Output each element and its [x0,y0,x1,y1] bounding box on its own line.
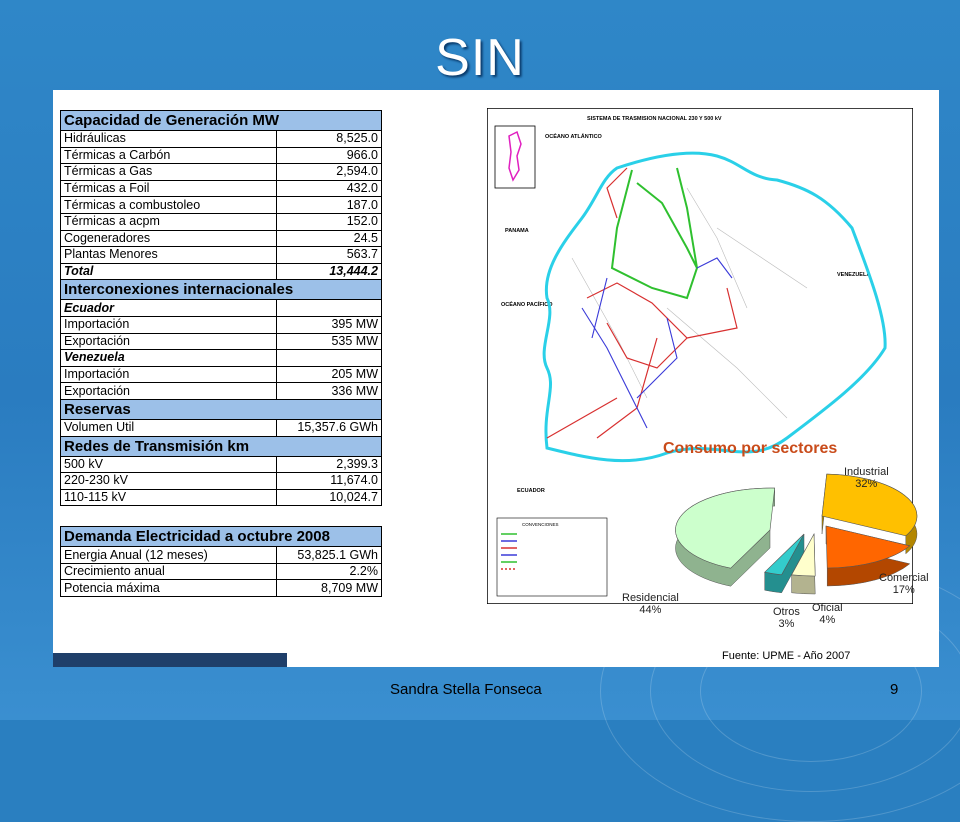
inset-map [495,126,535,188]
table-row: 500 kV 2,399.3 [61,456,382,473]
table-row: Térmicas a Foil 432.0 [61,180,382,197]
table-row: Térmicas a Gas 2,594.0 [61,164,382,181]
table-row: Plantas Menores 563.7 [61,247,382,264]
map-legend [497,518,607,596]
legend-title: CONVENCIONES [522,522,559,527]
decorative-bar [53,653,287,667]
table-row: 110-115 kV 10,024.7 [61,489,382,506]
table-row: Térmicas a acpm 152.0 [61,213,382,230]
demanda-header: Demanda Electricidad a octubre 2008 [61,527,382,547]
capacidad-header: Capacidad de Generación MW [61,111,382,131]
label-oceano-atlantico: OCÉANO ATLÁNTICO [545,134,602,140]
interconexiones-header: Interconexiones internacionales [61,280,382,300]
pie-label-oficial: Oficial 4% [812,602,843,626]
label-ecuador: ECUADOR [517,488,545,494]
label-oceano-pacifico: OCÉANO PACÍFICO [501,302,553,308]
table-row: Energia Anual (12 meses) 53,825.1 GWh [61,547,382,564]
table-row: Hidráulicas 8,525.0 [61,131,382,148]
table-row: Importación 205 MW [61,366,382,383]
label-venezuela: VENEZUELA [837,272,871,278]
pie-label-comercial: Comercial 17% [879,572,929,596]
table-row: Volumen Util 15,357.6 GWh [61,419,382,436]
label-panama: PANAMA [505,228,529,234]
consumo-title: Consumo por sectores [663,440,838,457]
table-row: Importación 395 MW [61,316,382,333]
table-row: Crecimiento anual 2.2% [61,563,382,580]
map-title: SISTEMA DE TRASMISION NACIONAL 230 Y 500 kV [587,116,722,122]
footer-author: Sandra Stella Fonseca [390,681,542,698]
slide-title: SIN [435,29,525,87]
source-note: Fuente: UPME - Año 2007 [722,650,851,662]
table-row: Exportación 336 MW [61,383,382,400]
table-row: Exportación 535 MW [61,333,382,350]
table-row: Cogeneradores 24.5 [61,230,382,247]
pie-label-otros: Otros 3% [773,606,800,630]
table-row: Térmicas a combustoleo 187.0 [61,197,382,214]
table-row: 220-230 kV 11,674.0 [61,473,382,490]
total-row: Total 13,444.2 [61,263,382,280]
table-row: Térmicas a Carbón 966.0 [61,147,382,164]
redes-header: Redes de Transmisión km [61,436,382,456]
venezuela-label: Venezuela [61,350,277,367]
ecuador-label: Ecuador [61,300,277,317]
reservas-header: Reservas [61,399,382,419]
capacity-table [60,110,382,597]
page-number: 9 [890,681,899,698]
table-row: Potencia máxima 8,709 MW [61,580,382,597]
pie-label-residencial: Residencial 44% [622,592,679,616]
pie-label-industrial: Industrial 32% [844,466,889,490]
